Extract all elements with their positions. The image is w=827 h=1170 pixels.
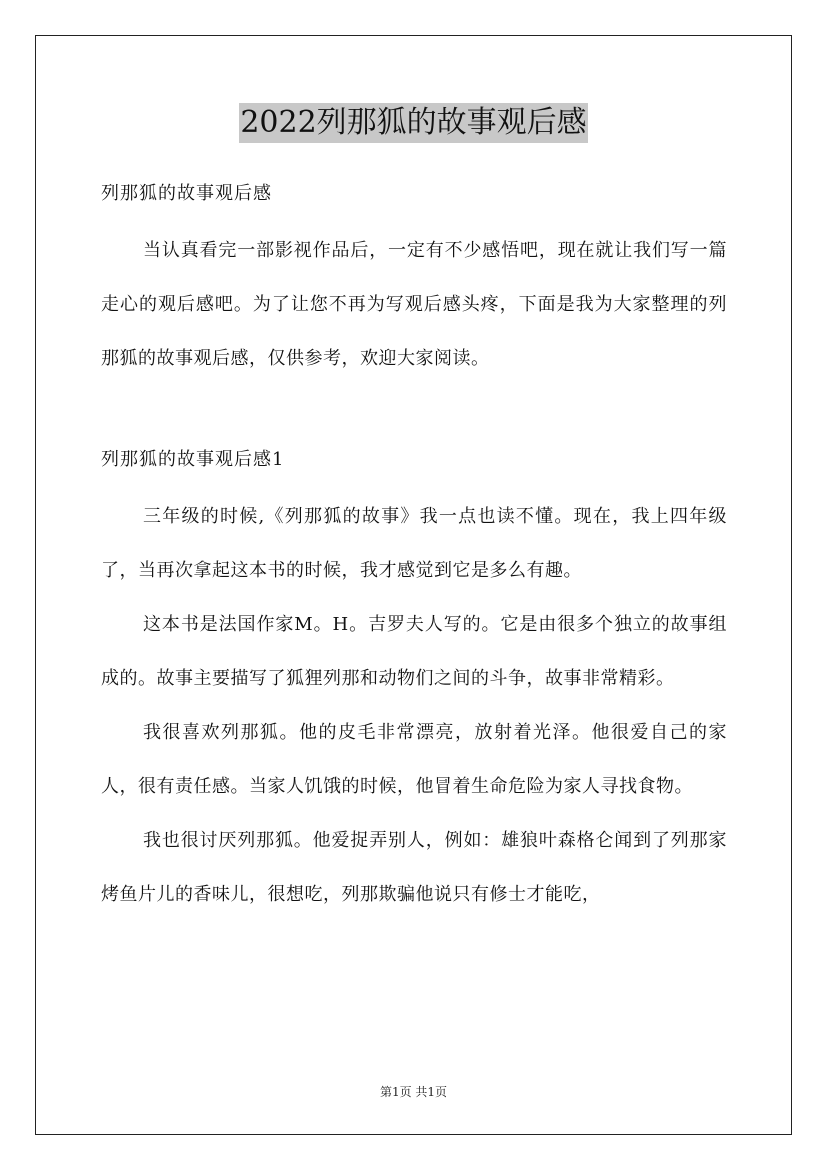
page-footer: 第1页 共1页 [379, 1085, 448, 1099]
section-heading: 列那狐的故事观后感1 [101, 449, 285, 470]
intro-paragraph: 当认真看完一部影视作品后，一定有不少感悟吧，现在就让我们写一篇走心的观后感吧。为了让您不再为写观后感头疼，下面是我为大家整理的列那狐的故事观后感，仅供参考，欢迎大家阅读。 [101, 240, 727, 369]
document-body [101, 170, 727, 922]
section-spacer [101, 386, 727, 436]
body-paragraph: 这本书是法国作家M。H。吉罗夫人写的。它是由很多个独立的故事组成的。故事主要描写了狐狸列那和动物们之间的斗争，故事非常精彩。 [101, 614, 727, 689]
document-title: 2022列那狐的故事观后感 [239, 103, 587, 143]
body-paragraph: 我很喜欢列那狐。他的皮毛非常漂亮，放射着光泽。他很爱自己的家人，很有责任感。当家人饥饿的时候，他冒着生命危险为家人寻找食物。 [101, 722, 727, 797]
title-container [0, 103, 827, 143]
body-paragraph: 三年级的时候,《列那狐的故事》我一点也读不懂。现在，我上四年级了，当再次拿起这本书的时候，我才感觉到它是多么有趣。 [101, 506, 727, 581]
intro-heading: 列那狐的故事观后感 [101, 183, 272, 204]
body-paragraph: 我也很讨厌列那狐。他爱捉弄别人，例如：雄狼叶森格仑闻到了列那家烤鱼片儿的香味儿，很想吃，列那欺骗他说只有修士才能吃， [101, 830, 727, 905]
